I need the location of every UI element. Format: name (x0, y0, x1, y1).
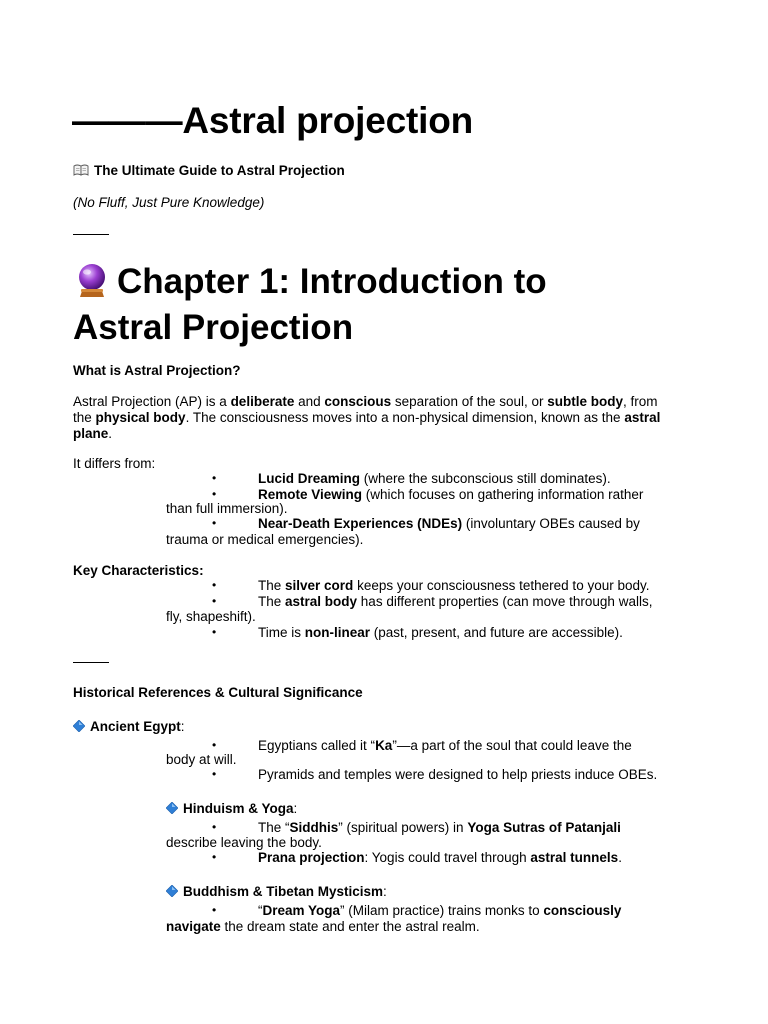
list-item: Lucid Dreaming (where the subconscious still dominates). (258, 471, 611, 486)
subheading-egypt: Ancient Egypt: (73, 719, 185, 736)
subheading-buddhism: Buddhism & Tibetan Mysticism: (166, 884, 387, 901)
chapter-heading-line2: Astral Projection (73, 308, 354, 347)
list-item: “Dream Yoga” (Milam practice) trains monks to consciously (258, 903, 622, 918)
bullet: • (212, 903, 217, 917)
section-heading-history: Historical References & Cultural Significance (73, 685, 363, 700)
list-item-continuation: body at will. (166, 752, 237, 767)
chapter-heading: Chapter 1: Introduction to (73, 255, 547, 306)
bullet: • (212, 578, 217, 592)
bullet: • (212, 767, 217, 781)
list-item: Time is non-linear (past, present, and future are accessible). (258, 625, 623, 640)
list-item: Pyramids and temples were designed to help priests induce OBEs. (258, 767, 658, 782)
list-item: The “Siddhis” (spiritual powers) in Yoga Sutras of Patanjali (258, 820, 621, 835)
list-item-continuation: trauma or medical emergencies). (166, 532, 364, 547)
list-item: The astral body has different properties (can move through walls, (258, 594, 653, 609)
subheading-hinduism: Hinduism & Yoga: (166, 801, 297, 818)
bullet: • (212, 738, 217, 752)
section-heading-what-is: What is Astral Projection? (73, 363, 241, 378)
intro-paragraph: Astral Projection (AP) is a deliberate and conscious separation of the soul, or subtle body, from the physical body. The consciousness moves into a non-physical dimension, known as the astral plane. (73, 394, 661, 441)
divider (73, 662, 109, 663)
list-item: Prana projection: Yogis could travel through astral tunnels. (258, 850, 622, 865)
bullet: • (212, 487, 217, 501)
bullet: • (212, 625, 217, 639)
list-item: Remote Viewing (which focuses on gathering information rather (258, 487, 644, 502)
bullet: • (212, 471, 217, 485)
divider (73, 234, 109, 235)
bullet: • (212, 850, 217, 864)
guide-title: The Ultimate Guide to Astral Projection (73, 163, 345, 180)
subtitle: (No Fluff, Just Pure Knowledge) (73, 195, 265, 210)
list-item: Near-Death Experiences (NDEs) (involuntary OBEs caused by (258, 516, 640, 531)
page-title: ———Astral projection (72, 100, 473, 141)
bullet: • (212, 820, 217, 834)
blue-diamond-icon (166, 802, 177, 813)
list-item-continuation: than full immersion). (166, 501, 288, 516)
list-item-continuation: navigate the dream state and enter the astral realm. (166, 919, 480, 934)
differs-label: It differs from: (73, 456, 156, 471)
bullet: • (212, 594, 217, 608)
list-item: Egyptians called it “Ka”—a part of the soul that could leave the (258, 738, 632, 753)
section-heading-key-characteristics: Key Characteristics: (73, 563, 204, 578)
list-item: The silver cord keeps your consciousness tethered to your body. (258, 578, 650, 593)
open-book-icon (73, 164, 89, 176)
list-item-continuation: describe leaving the body. (166, 835, 322, 850)
blue-diamond-icon (166, 885, 177, 896)
list-item-continuation: fly, shapeshift). (166, 609, 256, 624)
bullet: • (212, 516, 217, 530)
blue-diamond-icon (73, 720, 84, 731)
crystal-ball-icon (73, 261, 111, 299)
